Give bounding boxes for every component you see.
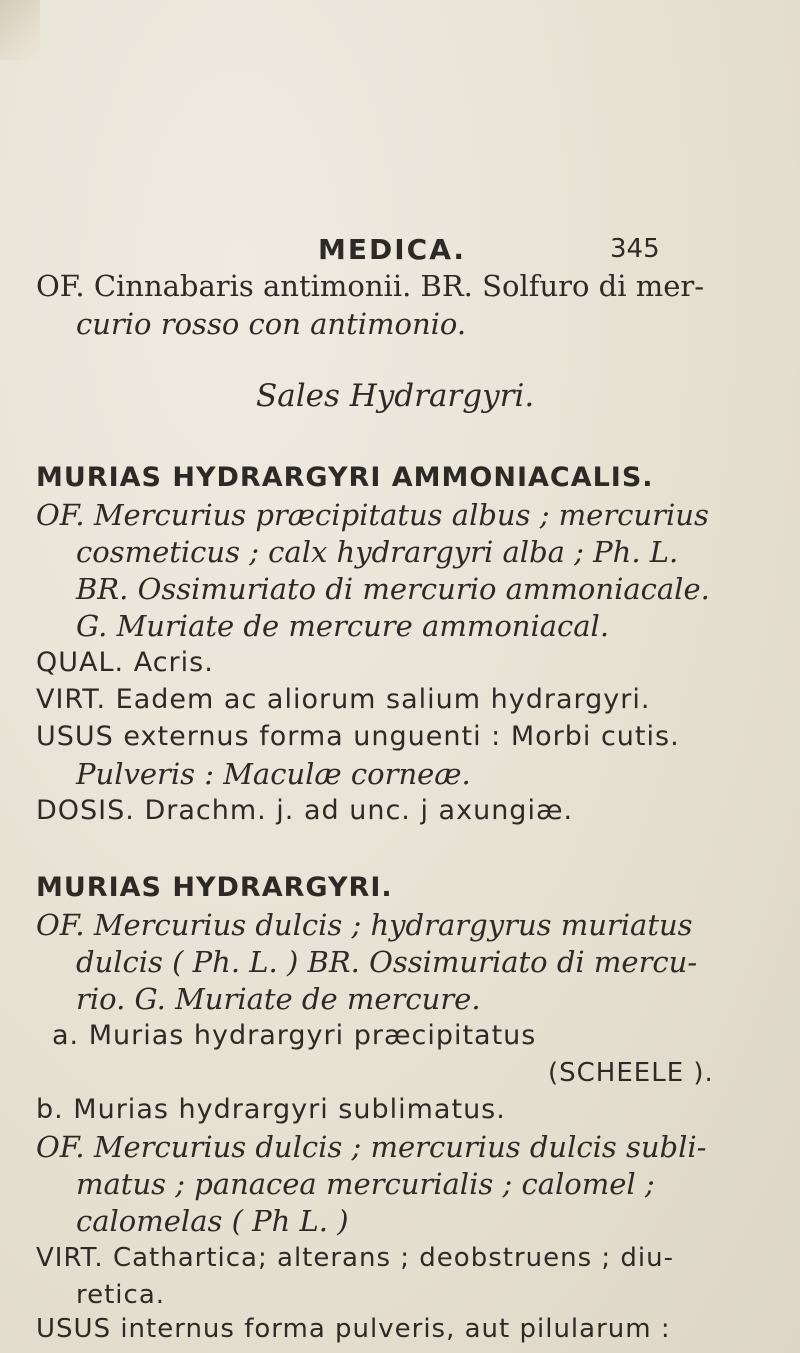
text-line-7: BR. Ossimuriato di mercurio ammoniacale. [76,572,710,606]
text-line-23: calomelas ( Ph L. ) [76,1204,349,1238]
text-line-usus-2: USUS internus forma pulveris, aut pilularum : [36,1314,671,1344]
text-line-6: cosmeticus ; calx hydrargyri alba ; Ph. L. [76,535,679,569]
heading-murias-ammoniacalis: MURIAS HYDRARGYRI AMMONIACALIS. [36,462,654,493]
text-line-5: OF. Mercurius præcipitatus albus ; mercurius [36,498,709,532]
text-line-dosis: DOSIS. Drachm. j. ad unc. j axungiæ. [36,795,574,826]
text-line-b: b. Murias hydrargyri sublimatus. [36,1094,506,1125]
text-line-retica: retica. [76,1280,166,1310]
text-line-pulveris: Pulveris : Maculæ corneæ. [76,757,471,791]
text-line-1: OF. Cinnabaris antimonii. BR. Solfuro di mer- [36,269,705,303]
heading-murias-hydrargyri: MURIAS HYDRARGYRI. [36,872,393,903]
text-line-17: rio. G. Muriate de mercure. [76,982,481,1016]
text-line-16: dulcis ( Ph. L. ) BR. Ossimuriato di mercu- [76,945,698,979]
text-line-virt-2: VIRT. Cathartica; alterans ; deobstruens ; diu- [36,1243,675,1273]
text-line-virt: VIRT. Eadem ac aliorum salium hydrargyri. [36,684,651,715]
page-number: 345 [610,234,660,264]
text-line-scheele: (SCHEELE ). [548,1058,714,1088]
text-line-a: a. Murias hydrargyri præcipitatus [52,1020,537,1051]
text-line-8: G. Muriate de mercure ammoniacal. [76,609,610,643]
page-edge-shadow [0,0,40,60]
text-line-22: matus ; panacea mercurialis ; calomel ; [76,1167,655,1201]
running-header: MEDICA. [318,233,467,266]
text-line-qual: QUAL. Acris. [36,647,214,678]
text-line-21: OF. Mercurius dulcis ; mercurius dulcis subli- [36,1130,707,1164]
text-line-usus: USUS externus forma unguenti : Morbi cutis. [36,721,680,752]
text-line-15: OF. Mercurius dulcis ; hydrargyrus muriatus [36,908,693,942]
section-title-sales: Sales Hydrargyri. [256,378,535,414]
text-line-2: curio rosso con antimonio. [76,307,467,341]
